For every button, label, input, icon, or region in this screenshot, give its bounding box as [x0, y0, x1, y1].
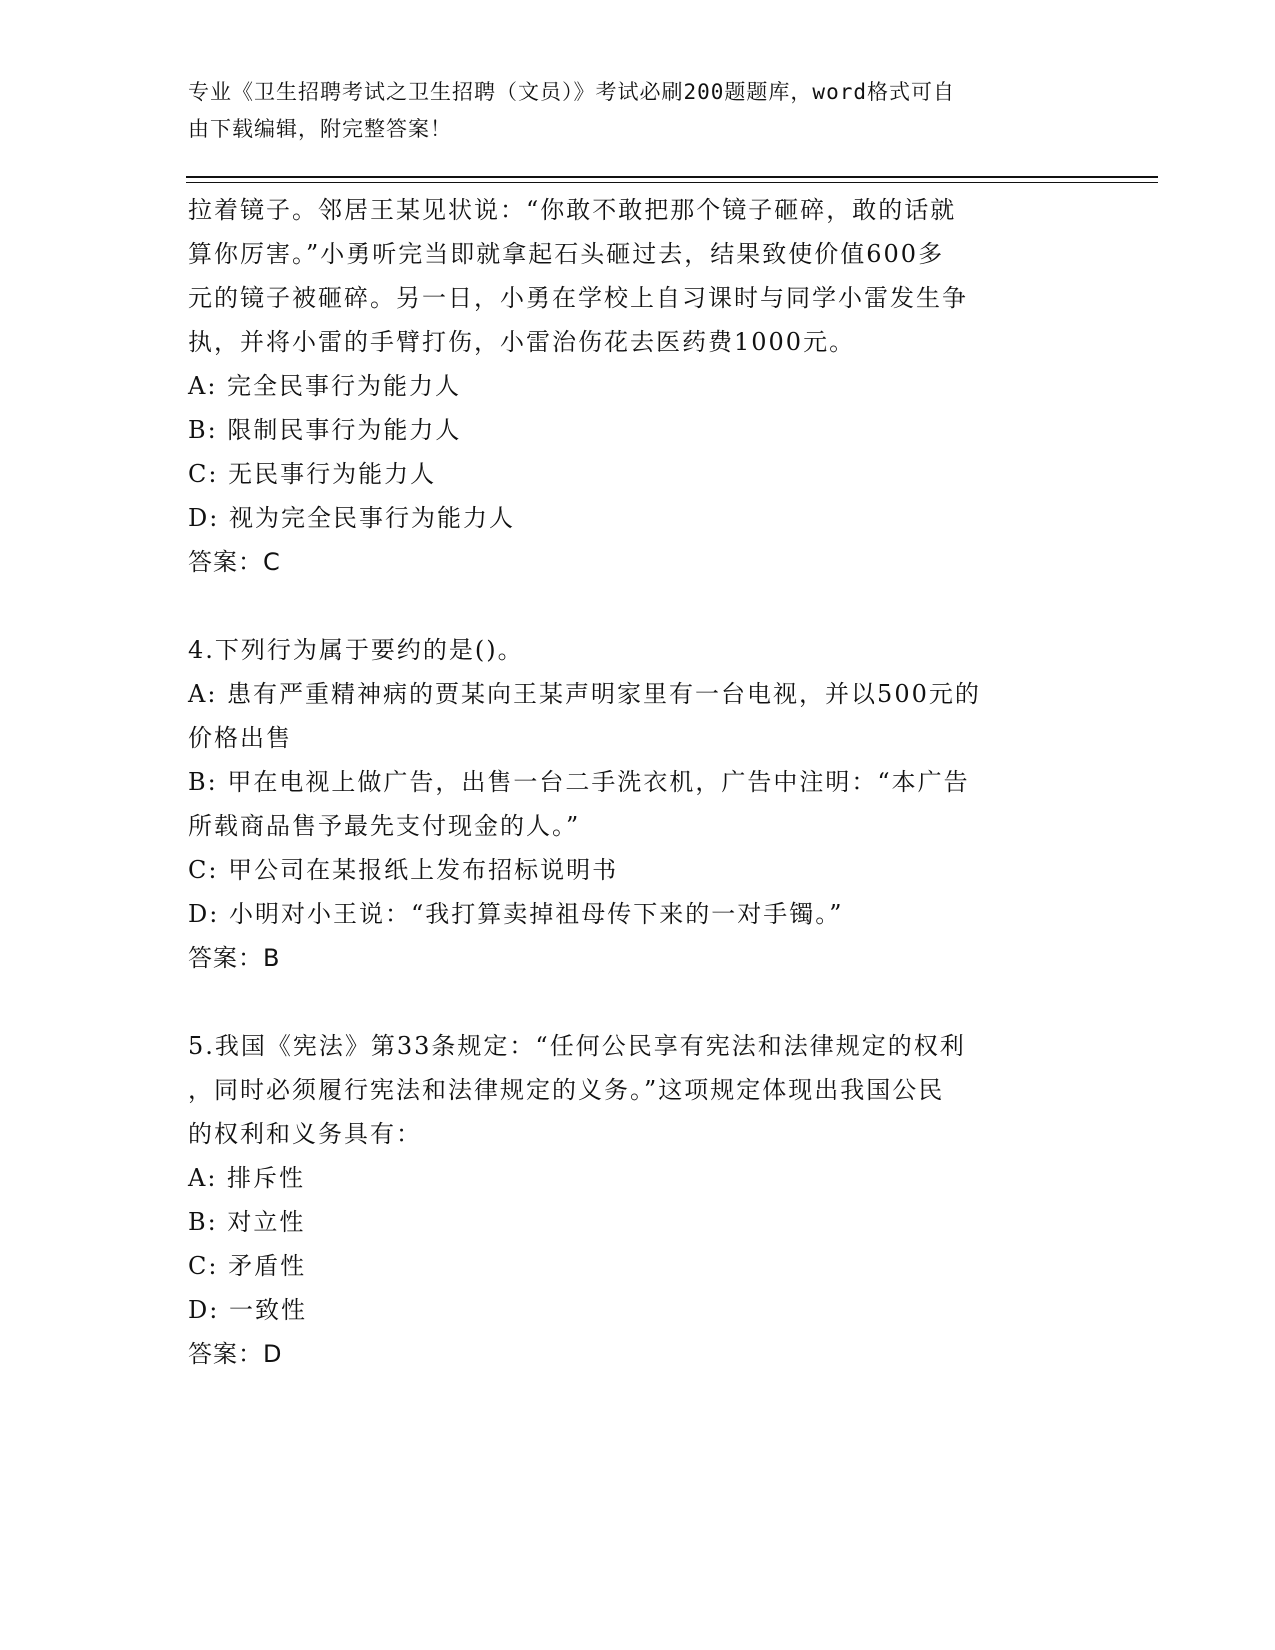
question-4-option-c: C: 甲公司在某报纸上发布招标说明书: [188, 856, 619, 884]
question-3-option-c: C: 无民事行为能力人: [188, 460, 437, 488]
question-5-answer: 答案：D: [188, 1340, 283, 1368]
question-3-option-b: B: 限制民事行为能力人: [188, 416, 462, 444]
question-spacer: [188, 980, 1068, 1024]
question-3: [188, 188, 1068, 584]
header-line-2: 由下载编辑，附完整答案！: [188, 117, 452, 141]
header-divider-thin: [186, 182, 1158, 183]
question-spacer: [188, 584, 1068, 628]
question-content: [188, 188, 1068, 1376]
question-3-stem-line: 元的镜子被砸碎。另一日，小勇在学校上自习课时与同学小雷发生争: [188, 284, 968, 312]
header-line-1: 专业《卫生招聘考试之卫生招聘（文员）》考试必刷200题题库，word格式可自: [188, 80, 955, 104]
question-4-stem: 4.下列行为属于要约的是()。: [188, 636, 524, 664]
question-4-option-d: D: 小明对小王说：“我打算卖掉祖母传下来的一对手镯。”: [188, 900, 844, 928]
header-divider-thick: [186, 176, 1158, 178]
question-3-option-a: A: 完全民事行为能力人: [188, 372, 462, 400]
question-4-option-b: B: 甲在电视上做广告，出售一台二手洗衣机，广告中注明：“本广告: [188, 768, 970, 796]
question-5-option-a: A: 排斥性: [188, 1164, 306, 1192]
question-3-answer: 答案：C: [188, 548, 281, 576]
question-5-option-c: C: 矛盾性: [188, 1252, 307, 1280]
question-3-stem-line: 算你厉害。”小勇听完当即就拿起石头砸过去，结果致使价值600多: [188, 240, 945, 268]
question-5-option-b: B: 对立性: [188, 1208, 306, 1236]
question-4: [188, 628, 1068, 980]
question-5: [188, 1024, 1068, 1376]
question-4-option-b-cont: 所载商品售予最先支付现金的人。”: [188, 812, 581, 840]
document-header: [188, 74, 1068, 148]
question-5-option-d: D: 一致性: [188, 1296, 307, 1324]
question-4-option-a: A: 患有严重精神病的贾某向王某声明家里有一台电视，并以500元的: [188, 680, 981, 708]
question-4-option-a-cont: 价格出售: [188, 724, 292, 752]
question-3-stem-line: 执，并将小雷的手臂打伤，小雷治伤花去医药费1000元。: [188, 328, 856, 356]
question-4-answer: 答案：B: [188, 944, 281, 972]
question-3-stem-line: 拉着镜子。邻居王某见状说：“你敢不敢把那个镜子砸碎，敢的话就: [188, 196, 957, 224]
question-5-stem-line: ，同时必须履行宪法和法律规定的义务。”这项规定体现出我国公民: [188, 1076, 945, 1104]
question-3-option-d: D: 视为完全民事行为能力人: [188, 504, 515, 532]
question-5-stem-line: 的权利和义务具有：: [188, 1120, 422, 1148]
question-5-stem-line: 5.我国《宪法》第33条规定：“任何公民享有宪法和法律规定的权利: [188, 1032, 966, 1060]
